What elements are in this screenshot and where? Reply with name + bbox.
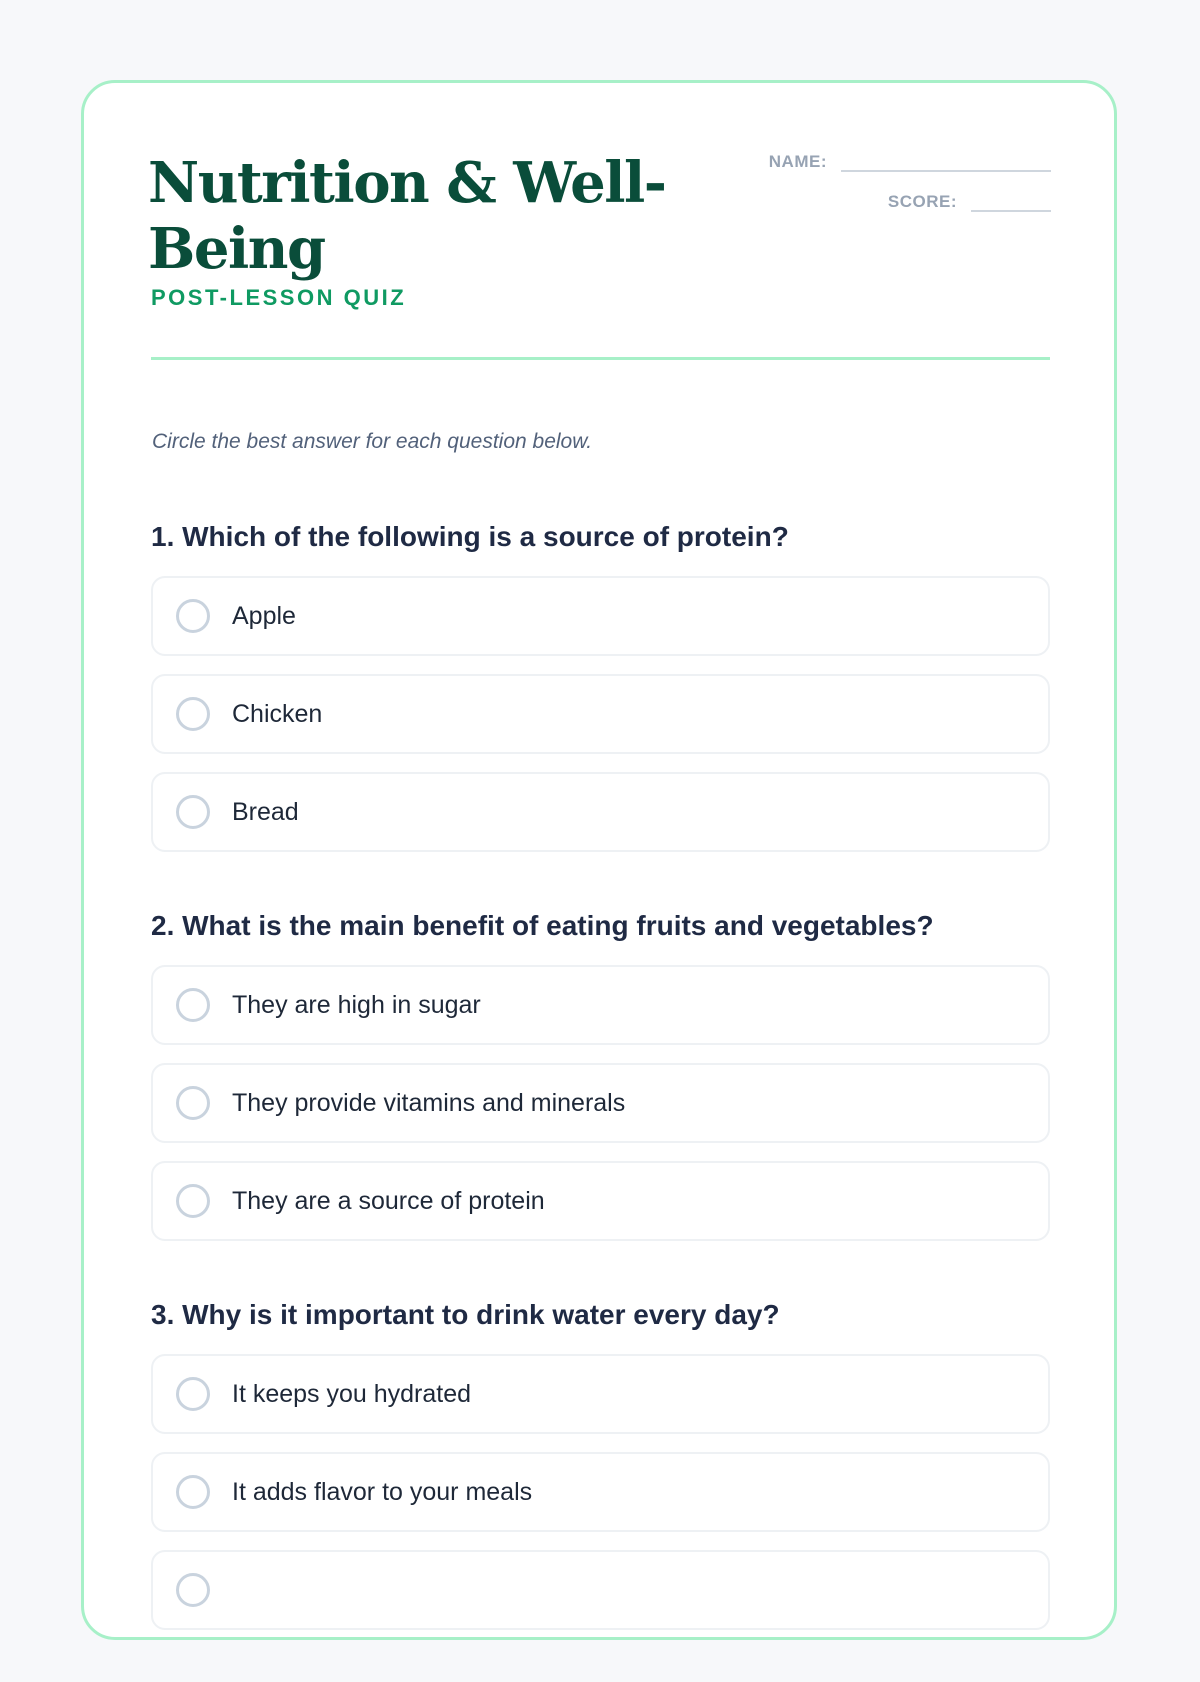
radio-circle-icon[interactable]	[176, 1377, 210, 1411]
radio-circle-icon[interactable]	[176, 1184, 210, 1218]
answer-option[interactable]	[151, 1550, 1050, 1630]
quiz-subtitle: POST-LESSON QUIZ	[151, 285, 407, 310]
question-list	[151, 515, 1050, 1682]
answer-options	[151, 576, 1050, 852]
answer-option[interactable]	[151, 965, 1050, 1045]
option-label: Chicken	[232, 699, 323, 728]
radio-circle-icon[interactable]	[176, 1573, 210, 1607]
answer-option[interactable]	[151, 1161, 1050, 1241]
option-label: Bread	[232, 797, 299, 826]
option-label: It adds flavor to your meals	[232, 1477, 533, 1506]
question-text: 3. Why is it important to drink water every day?	[151, 1299, 780, 1330]
question-text: 1. Which of the following is a source of protein?	[151, 521, 789, 552]
radio-circle-icon[interactable]	[176, 1086, 210, 1120]
radio-circle-icon[interactable]	[176, 795, 210, 829]
option-label: They are a source of protein	[232, 1186, 545, 1215]
radio-circle-icon[interactable]	[176, 697, 210, 731]
answer-option[interactable]	[151, 576, 1050, 656]
answer-options	[151, 965, 1050, 1241]
name-field[interactable]	[769, 150, 1051, 172]
radio-circle-icon[interactable]	[176, 599, 210, 633]
answer-option[interactable]	[151, 1452, 1050, 1532]
score-line[interactable]	[971, 190, 1051, 212]
radio-circle-icon[interactable]	[176, 1475, 210, 1509]
option-label: It keeps you hydrated	[232, 1379, 472, 1408]
score-label: SCORE:	[887, 192, 957, 211]
score-field[interactable]	[888, 190, 1051, 212]
name-line[interactable]	[841, 150, 1051, 172]
answer-option[interactable]	[151, 1354, 1050, 1434]
option-label: They are high in sugar	[232, 990, 481, 1019]
header-divider	[151, 357, 1050, 360]
name-label: NAME:	[768, 152, 827, 171]
instructions-text: Circle the best answer for each question below.	[152, 430, 593, 453]
page-title: Nutrition & Well-Being	[148, 150, 666, 282]
option-label: Apple	[232, 601, 296, 630]
option-label: They provide vitamins and minerals	[232, 1088, 626, 1117]
answer-option[interactable]	[151, 674, 1050, 754]
question-3	[151, 1293, 1050, 1630]
question-text: 2. What is the main benefit of eating fruits and vegetables?	[151, 910, 934, 941]
radio-circle-icon[interactable]	[176, 988, 210, 1022]
question-1	[151, 515, 1050, 852]
answer-option[interactable]	[151, 772, 1050, 852]
answer-option[interactable]	[151, 1063, 1050, 1143]
answer-options	[151, 1354, 1050, 1630]
question-2	[151, 904, 1050, 1241]
